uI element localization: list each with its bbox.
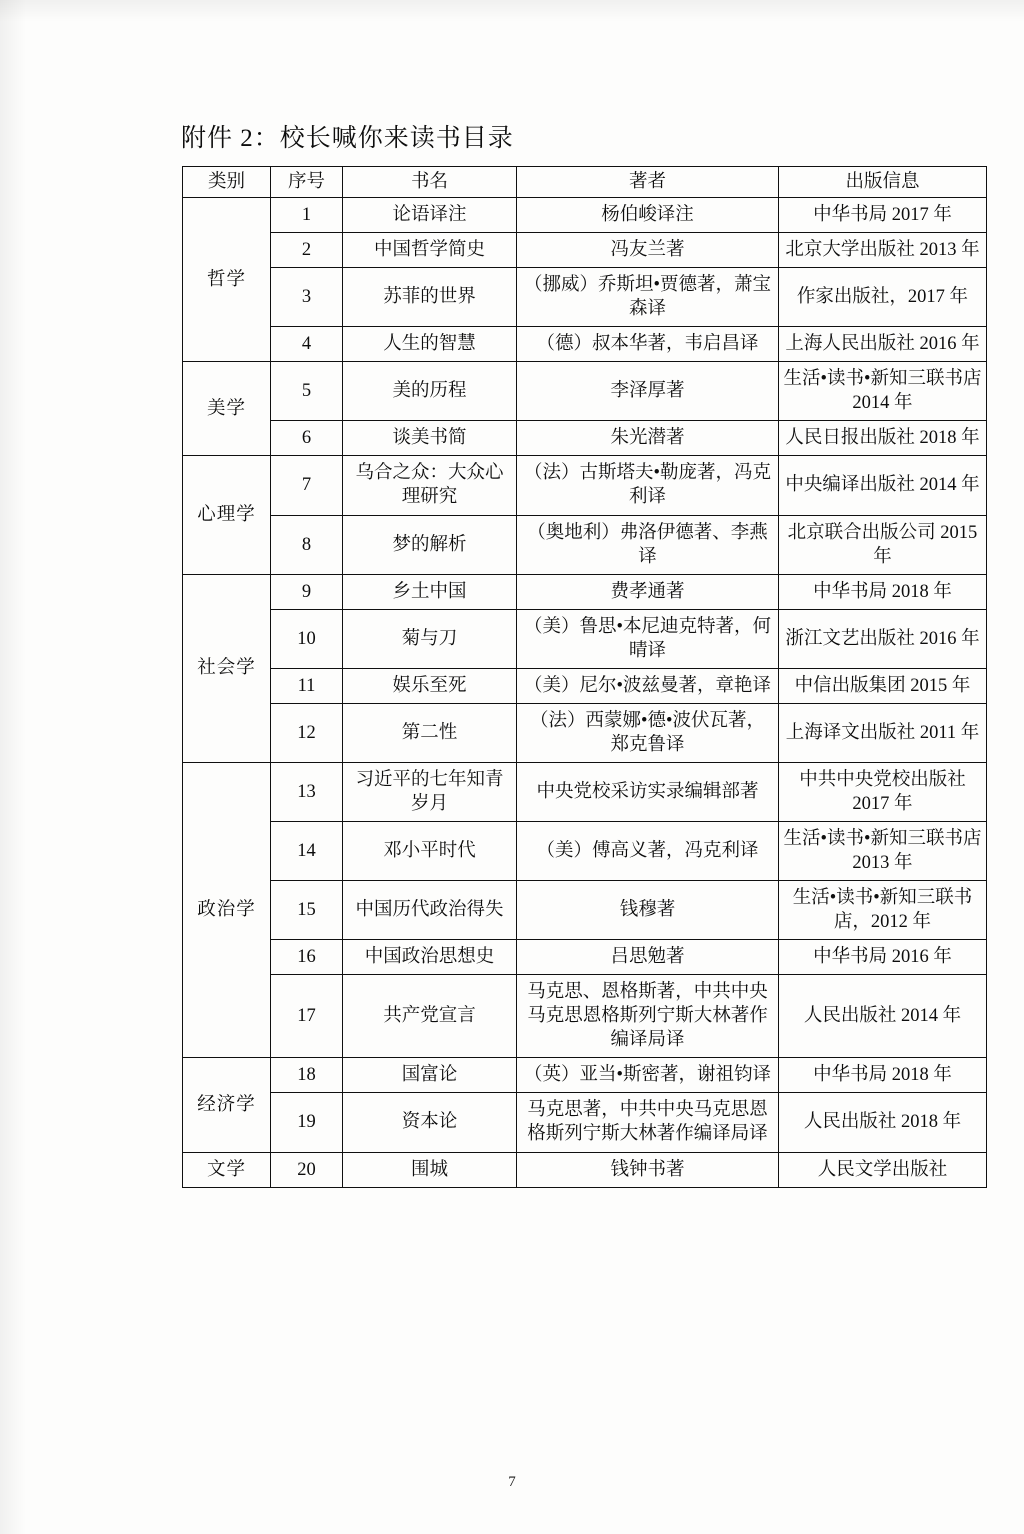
cell-author: 马克思著，中共中央马克思恩格斯列宁斯大林著作编译局译 <box>517 1093 779 1152</box>
cell-category: 社会学 <box>183 574 271 762</box>
cell-publisher: 生活•读书•新知三联书店 2014 年 <box>779 362 987 421</box>
column-header-number: 序号 <box>271 167 343 198</box>
cell-publisher: 中华书局 2017 年 <box>779 198 987 233</box>
cell-author: （美）尼尔•波兹曼著，章艳译 <box>517 668 779 703</box>
cell-publisher: 人民文学出版社 <box>779 1152 987 1187</box>
table-row <box>183 198 987 233</box>
column-header-category: 类别 <box>183 167 271 198</box>
cell-category: 心理学 <box>183 456 271 574</box>
cell-publisher: 中信出版集团 2015 年 <box>779 668 987 703</box>
cell-publisher: 北京大学出版社 2013 年 <box>779 233 987 268</box>
cell-book-title: 人生的智慧 <box>343 327 517 362</box>
cell-category: 哲学 <box>183 198 271 362</box>
cell-publisher: 上海译文出版社 2011 年 <box>779 703 987 762</box>
cell-book-title: 共产党宣言 <box>343 975 517 1058</box>
cell-author: 钱钟书著 <box>517 1152 779 1187</box>
cell-author: 朱光潜著 <box>517 421 779 456</box>
cell-book-title: 围城 <box>343 1152 517 1187</box>
table-row <box>183 362 987 421</box>
cell-book-title: 菊与刀 <box>343 609 517 668</box>
table-row <box>183 327 987 362</box>
cell-number: 2 <box>271 233 343 268</box>
table-row <box>183 609 987 668</box>
cell-publisher: 中央编译出版社 2014 年 <box>779 456 987 515</box>
cell-author: （英）亚当•斯密著，谢祖钧译 <box>517 1058 779 1093</box>
cell-number: 9 <box>271 574 343 609</box>
cell-author: （奥地利）弗洛伊德著、李燕译 <box>517 515 779 574</box>
table-row <box>183 940 987 975</box>
cell-number: 4 <box>271 327 343 362</box>
cell-number: 6 <box>271 421 343 456</box>
table-row <box>183 1058 987 1093</box>
page-number: 7 <box>508 1474 516 1490</box>
scan-edge-shadow-left <box>0 0 26 1534</box>
table-row <box>183 881 987 940</box>
table-row <box>183 421 987 456</box>
cell-author: 马克思、恩格斯著，中共中央马克思恩格斯列宁斯大林著作编译局译 <box>517 975 779 1058</box>
cell-number: 1 <box>271 198 343 233</box>
table-header-row <box>183 167 987 198</box>
table-row <box>183 1093 987 1152</box>
cell-publisher: 人民出版社 2014 年 <box>779 975 987 1058</box>
cell-number: 11 <box>271 668 343 703</box>
cell-number: 18 <box>271 1058 343 1093</box>
cell-author: 钱穆著 <box>517 881 779 940</box>
column-header-publisher: 出版信息 <box>779 167 987 198</box>
cell-book-title: 苏菲的世界 <box>343 268 517 327</box>
cell-author: 吕思勉著 <box>517 940 779 975</box>
table-row <box>183 821 987 880</box>
cell-publisher: 中华书局 2018 年 <box>779 574 987 609</box>
cell-author: 杨伯峻译注 <box>517 198 779 233</box>
cell-book-title: 国富论 <box>343 1058 517 1093</box>
table-row <box>183 762 987 821</box>
cell-author: （法）古斯塔夫•勒庞著，冯克利译 <box>517 456 779 515</box>
table-body <box>183 198 987 1188</box>
table-row <box>183 703 987 762</box>
cell-number: 7 <box>271 456 343 515</box>
cell-book-title: 邓小平时代 <box>343 821 517 880</box>
cell-publisher: 中华书局 2016 年 <box>779 940 987 975</box>
cell-book-title: 美的历程 <box>343 362 517 421</box>
table-row <box>183 233 987 268</box>
cell-author: （美）鲁思•本尼迪克特著，何晴译 <box>517 609 779 668</box>
cell-publisher: 中共中央党校出版社 2017 年 <box>779 762 987 821</box>
cell-author: 费孝通著 <box>517 574 779 609</box>
cell-number: 8 <box>271 515 343 574</box>
table-row <box>183 975 987 1058</box>
cell-number: 20 <box>271 1152 343 1187</box>
table-row <box>183 668 987 703</box>
cell-book-title: 乡土中国 <box>343 574 517 609</box>
cell-book-title: 中国哲学简史 <box>343 233 517 268</box>
cell-number: 10 <box>271 609 343 668</box>
cell-category: 文学 <box>183 1152 271 1187</box>
cell-book-title: 梦的解析 <box>343 515 517 574</box>
cell-publisher: 生活•读书•新知三联书店 2013 年 <box>779 821 987 880</box>
column-header-title: 书名 <box>343 167 517 198</box>
cell-book-title: 第二性 <box>343 703 517 762</box>
cell-publisher: 人民出版社 2018 年 <box>779 1093 987 1152</box>
cell-number: 16 <box>271 940 343 975</box>
cell-publisher: 上海人民出版社 2016 年 <box>779 327 987 362</box>
cell-book-title: 资本论 <box>343 1093 517 1152</box>
cell-author: （美）傅高义著，冯克利译 <box>517 821 779 880</box>
cell-publisher: 中华书局 2018 年 <box>779 1058 987 1093</box>
cell-number: 17 <box>271 975 343 1058</box>
cell-number: 15 <box>271 881 343 940</box>
cell-author: （挪威）乔斯坦•贾德著，萧宝森译 <box>517 268 779 327</box>
page-title: 附件 2：校长喊你来读书目录 <box>181 125 514 152</box>
cell-book-title: 娱乐至死 <box>343 668 517 703</box>
cell-book-title: 中国政治思想史 <box>343 940 517 975</box>
cell-publisher: 人民日报出版社 2018 年 <box>779 421 987 456</box>
table-row <box>183 456 987 515</box>
cell-number: 5 <box>271 362 343 421</box>
cell-publisher: 生活•读书•新知三联书店，2012 年 <box>779 881 987 940</box>
cell-author: （德）叔本华著，韦启昌译 <box>517 327 779 362</box>
cell-book-title: 谈美书简 <box>343 421 517 456</box>
scan-edge-shadow-top <box>0 0 1024 22</box>
cell-publisher: 浙江文艺出版社 2016 年 <box>779 609 987 668</box>
cell-number: 12 <box>271 703 343 762</box>
cell-number: 13 <box>271 762 343 821</box>
cell-publisher: 北京联合出版公司 2015 年 <box>779 515 987 574</box>
cell-author: 中央党校采访实录编辑部著 <box>517 762 779 821</box>
cell-publisher: 作家出版社，2017 年 <box>779 268 987 327</box>
column-header-author: 著者 <box>517 167 779 198</box>
table-row <box>183 515 987 574</box>
book-list-table <box>182 166 987 1188</box>
cell-book-title: 中国历代政治得失 <box>343 881 517 940</box>
table-row <box>183 268 987 327</box>
cell-book-title: 习近平的七年知青岁月 <box>343 762 517 821</box>
cell-number: 19 <box>271 1093 343 1152</box>
cell-category: 经济学 <box>183 1058 271 1152</box>
table-row <box>183 1152 987 1187</box>
cell-author: 李泽厚著 <box>517 362 779 421</box>
cell-category: 美学 <box>183 362 271 456</box>
cell-category: 政治学 <box>183 762 271 1057</box>
cell-author: （法）西蒙娜•德•波伏瓦著，郑克鲁译 <box>517 703 779 762</box>
table-row <box>183 574 987 609</box>
cell-number: 14 <box>271 821 343 880</box>
cell-number: 3 <box>271 268 343 327</box>
cell-book-title: 乌合之众：大众心理研究 <box>343 456 517 515</box>
cell-book-title: 论语译注 <box>343 198 517 233</box>
cell-author: 冯友兰著 <box>517 233 779 268</box>
